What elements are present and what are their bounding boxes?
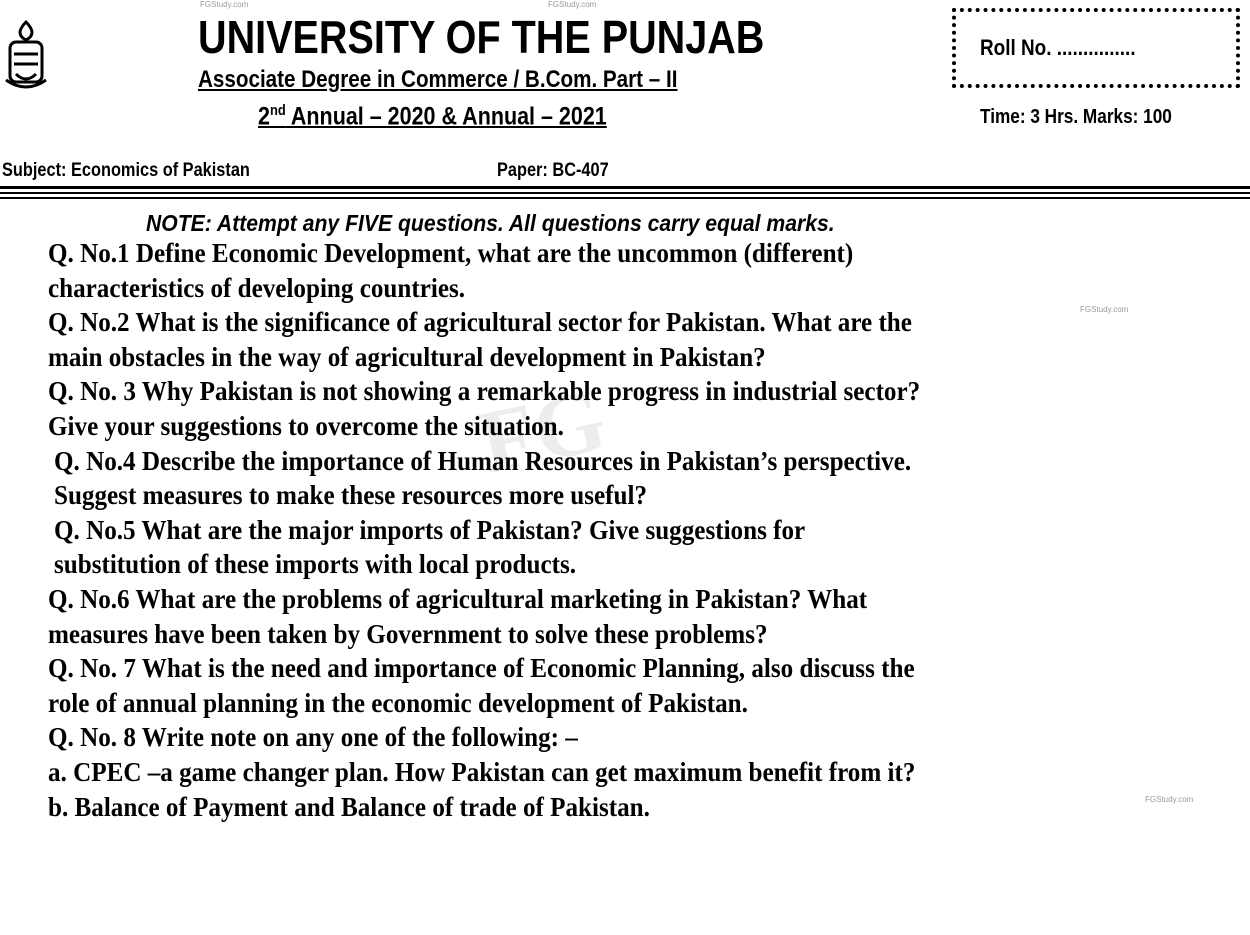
sub-question-line: b. Balance of Payment and Balance of trade of Pakistan. [48,791,650,822]
watermark: FGStudy.com [200,0,249,9]
watermark: FGStudy.com [548,0,597,9]
question-line: Give your suggestions to overcome the situation. [48,411,564,441]
time-marks: Time: 3 Hrs. Marks: 100 [980,106,1172,128]
question-line: characteristics of developing countries. [48,272,466,303]
session-ordinal: 2 [258,102,270,131]
question-line: Q. No.6 What are the problems of agricultural marketing in Pakistan? What [48,584,868,614]
roll-number-label: Roll No. ............... [980,35,1136,60]
divider [0,186,1250,189]
question-line: Suggest measures to make these resources more useful? [54,480,648,511]
question-line: Q. No.5 What are the major imports of Pakistan? Give suggestions for [54,514,806,545]
question-line: substitution of these imports with local products. [54,549,577,580]
question-line: measures have been taken by Government to solve these problems? [48,618,768,649]
sub-question-line: a. CPEC –a game changer plan. How Pakistan can get maximum benefit from it? [48,757,916,787]
roll-number-box [952,8,1240,88]
session-title [258,102,607,131]
paper-code: Paper: BC-407 [497,160,609,181]
session-rest: Annual – 2020 & Annual – 2021 [285,102,607,131]
university-title: UNIVERSITY OF THE PUNJAB [198,11,765,63]
question-line: Q. No.2 What is the significance of agricultural sector for Pakistan. What are the [48,307,912,338]
watermark: FGStudy.com [1080,305,1129,314]
question-line: role of annual planning in the economic development of Pakistan. [48,687,748,718]
university-crest-icon [4,20,48,92]
question-line: Q. No. 8 Write note on any one of the following: – [48,722,578,753]
divider [0,192,1250,194]
question-line: main obstacles in the way of agricultural development in Pakistan? [48,341,766,372]
question-line: Q. No.1 Define Economic Development, what are the uncommon (different) [48,238,854,268]
question-line: Q. No. 7 What is the need and importance of Economic Planning, also discuss the [48,653,915,684]
question-line: Q. No. 3 Why Pakistan is not showing a remarkable progress in industrial sector? [48,376,921,407]
question-line: Q. No.4 Describe the importance of Human Resources in Pakistan’s perspective. [54,445,912,476]
watermark: FGStudy.com [1145,795,1194,804]
degree-title: Associate Degree in Commerce / B.Com. Part – II [198,66,678,93]
watermark-logo: FG [471,370,614,493]
divider [0,197,1250,199]
session-sup: nd [269,102,286,119]
instructions-note: NOTE: Attempt any FIVE questions. All questions carry equal marks. [146,210,835,236]
subject: Subject: Economics of Pakistan [2,160,250,181]
